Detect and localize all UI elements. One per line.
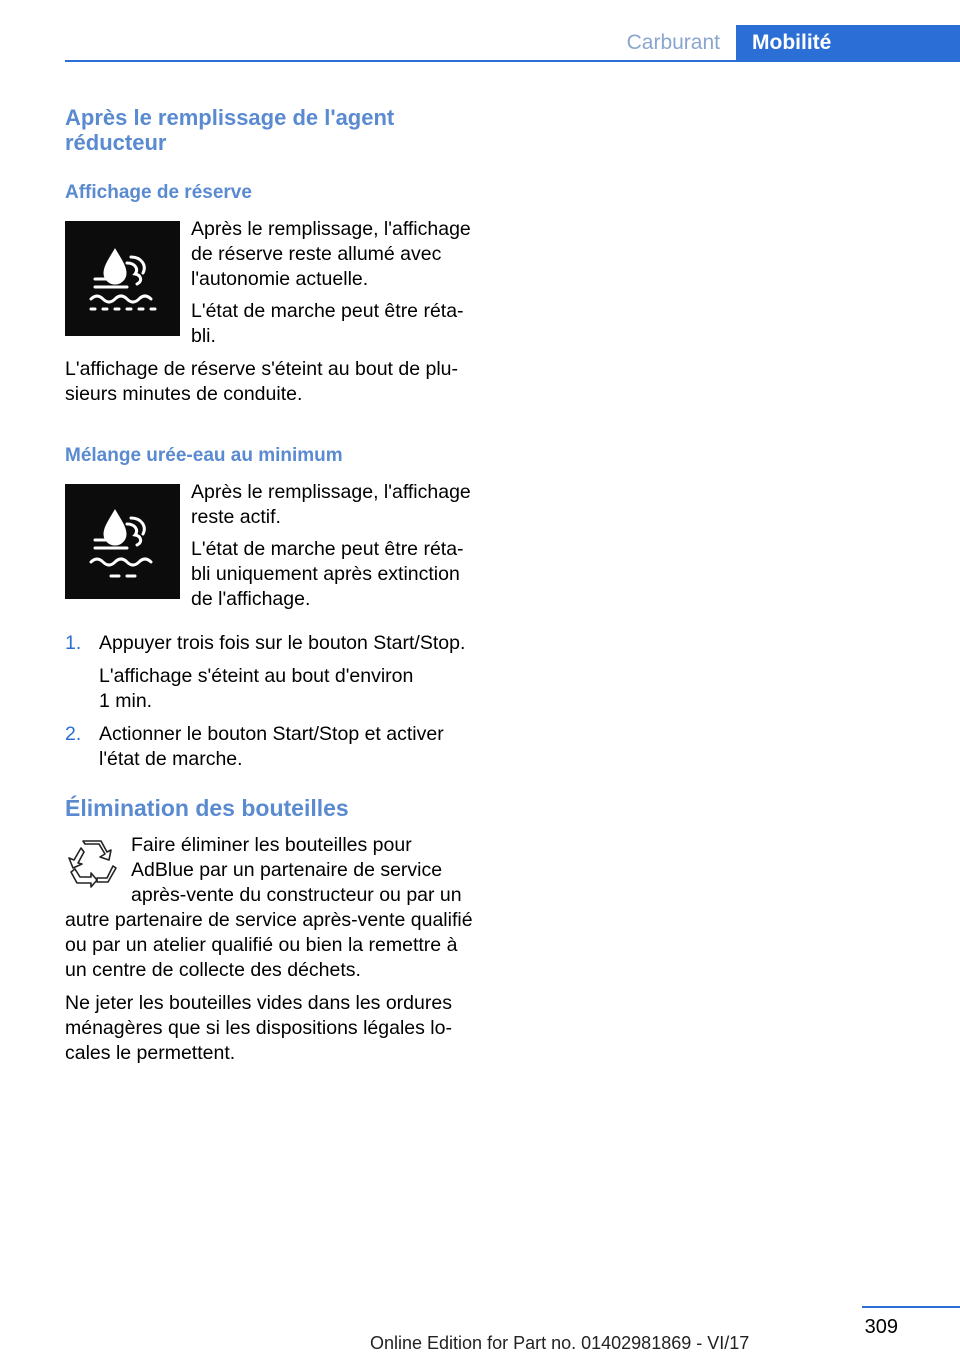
text-line: un centre de collecte des déchets. (65, 959, 361, 981)
recycle-icon (65, 836, 119, 890)
tab-mobilite[interactable]: Mobilité (736, 25, 960, 62)
urea-fluid-minimum-icon (65, 484, 180, 599)
footer-edition: Online Edition for Part no. 01402981869 - VI/17 (370, 1333, 750, 1353)
text-line: reste actif. (191, 506, 281, 528)
text-line: cales le permettent. (65, 1042, 236, 1064)
tab-carburant[interactable]: Carburant (626, 31, 720, 54)
list-item (65, 631, 495, 656)
text-line: de l'affichage. (191, 588, 311, 610)
text-line: l'autonomie actuelle. (191, 268, 369, 290)
minimum-text (191, 480, 491, 612)
step-subtext (65, 664, 495, 714)
text-line: après-vente du constructeur ou par un (131, 884, 462, 906)
disposal-para2 (65, 991, 495, 1066)
section-title-line: réducteur (65, 130, 167, 155)
text-line: bli. (191, 325, 216, 347)
text-line: Après le remplissage, l'affichage (191, 481, 471, 503)
text-line: Actionner le bouton Start/Stop et activer (99, 723, 444, 745)
step-text (99, 722, 444, 772)
reserve-heading: Affichage de réserve (65, 182, 252, 203)
text-line: sieurs minutes de conduite. (65, 383, 303, 405)
reserve-note (65, 357, 485, 407)
page-number: 309 (864, 1316, 898, 1338)
text-line: l'état de marche. (99, 748, 243, 770)
disposal-intro (131, 833, 491, 908)
minimum-heading: Mélange urée-eau au minimum (65, 445, 343, 466)
step-number: 1. (65, 632, 82, 654)
text-line: AdBlue par un partenaire de service (131, 859, 443, 881)
text-line: L'affichage de réserve s'éteint au bout de plu- (65, 358, 459, 380)
section-title-line: Après le remplissage de l'agent (65, 105, 395, 130)
reserve-text (191, 217, 491, 349)
text-line: L'état de marche peut être réta- (191, 538, 464, 560)
disposal-text (65, 908, 495, 983)
urea-fluid-warning-icon (65, 221, 180, 336)
text-line: 1 min. (99, 690, 153, 712)
list-item (65, 722, 495, 772)
text-line: de réserve reste allumé avec (191, 243, 442, 265)
text-line: Ne jeter les bouteilles vides dans les ordures (65, 992, 452, 1014)
text-line: ou par un atelier qualifié ou bien la remettre à (65, 934, 458, 956)
text-line: L'état de marche peut être réta- (191, 300, 464, 322)
text-line: Après le remplissage, l'affichage (191, 218, 471, 240)
footer-rule (862, 1306, 960, 1308)
step-text: Appuyer trois fois sur le bouton Start/Stop. (99, 632, 466, 654)
step-number: 2. (65, 723, 82, 745)
text-line: Faire éliminer les bouteilles pour (131, 834, 412, 856)
section-title (65, 105, 485, 155)
steps-list (65, 631, 495, 772)
text-line: bli uniquement après extinction (191, 563, 460, 585)
disposal-heading: Élimination des bouteilles (65, 795, 349, 821)
header-tabs (610, 25, 960, 62)
header-rule (65, 60, 960, 62)
text-line: L'affichage s'éteint au bout d'environ (99, 665, 414, 687)
text-line: ménagères que si les dispositions légales lo- (65, 1017, 452, 1039)
text-line: autre partenaire de service après-vente qualifié (65, 909, 473, 931)
